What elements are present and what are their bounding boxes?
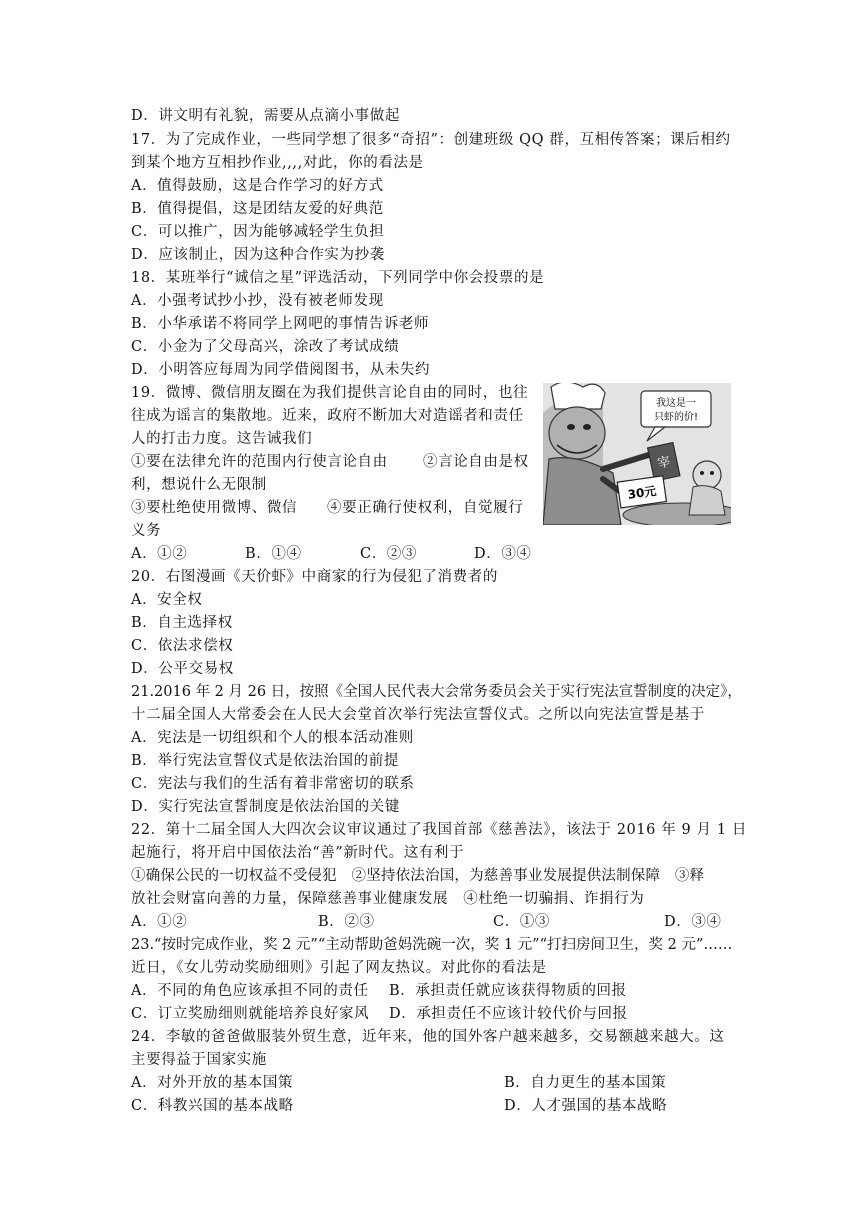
q21-stem-line-2: 十二届全国人大常委会在人民大会堂首次举行宪法宣誓仪式。之所以向宪法宣誓是基于 — [131, 707, 705, 723]
q19-option-c: C．②③ — [360, 546, 417, 562]
q22-items-line-2: 放社会财富向善的力量，保障慈善事业健康发展 ④杜绝一切骗捐、诈捐行为 — [131, 891, 645, 907]
q19-item-2: ②言论自由是权 — [423, 454, 529, 470]
q18-option-c: C．小金为了父母高兴，涂改了考试成绩 — [131, 339, 400, 355]
q19-item-2-continued: 利，想说什么无限制 — [131, 477, 267, 493]
q23-option-d: D．承担责任不应该计较代价与回报 — [389, 1006, 628, 1022]
q22-stem-line-2: 起施行，将开启中国依法治“善”新时代。这有利于 — [131, 845, 465, 861]
q18-stem: 18．某班举行“诚信之星”评选活动，下列同学中你会投票的是 — [131, 270, 545, 286]
q23-stem-line-2: 近日，《女儿劳动奖励细则》引起了网友热议。对此你的看法是 — [131, 960, 547, 976]
q21-option-d: D．实行宪法宣誓制度是依法治国的关键 — [131, 799, 400, 815]
q22-option-c: C．①③ — [493, 914, 550, 930]
q19-option-d: D．③④ — [474, 546, 532, 562]
q22-option-b: B．②③ — [318, 914, 375, 930]
q20-stem: 20．右图漫画《天价虾》中商家的行为侵犯了消费者的 — [131, 569, 498, 585]
q19-option-b: B．①④ — [245, 546, 302, 562]
q24-option-d: D．人才强国的基本战略 — [504, 1098, 668, 1114]
q22-stem-line-1: 22．第十二届全国人大四次会议审议通过了我国首部《慈善法》，该法于 2016 年 9 月 1 日 — [131, 822, 748, 838]
q24-option-b: B．自力更生的基本国策 — [504, 1075, 667, 1091]
cartoon-bubble-text-2: 只虾的价! — [653, 412, 699, 423]
cartoon-expensive-shrimp — [543, 383, 731, 525]
q23-option-a: A．不同的角色应该承担不同的责任 — [131, 983, 369, 999]
q17-option-a: A．值得鼓励，这是合作学习的好方式 — [131, 178, 384, 194]
q17-option-c: C．可以推广，因为能够减轻学生负担 — [131, 224, 385, 240]
q17-stem-line-1: 17．为了完成作业，一些同学想了很多“奇招”：创建班级 QQ 群，互相传答案；课后相约 — [131, 132, 731, 148]
cartoon-knife-tag: 宰 — [656, 454, 673, 472]
q24-option-a: A．对外开放的基本国策 — [131, 1075, 294, 1091]
q23-option-c: C．订立奖励细则就能培养良好家风 — [131, 1006, 370, 1022]
q20-option-a: A．安全权 — [131, 592, 203, 608]
q24-stem-line-2: 主要得益于国家实施 — [131, 1052, 267, 1068]
q19-stem-line-1: 19．微博、微信朋友圈在为我们提供言论自由的同时，也往 — [131, 385, 529, 401]
q24-stem-line-1: 24．李敏的爸爸做服装外贸生意，近年来，他的国外客户越来越多，交易额越来越大。这 — [131, 1029, 725, 1045]
q17-option-d: D．应该制止，因为这种合作实为抄袭 — [131, 247, 385, 263]
cartoon-price-card: 30元 — [626, 483, 658, 502]
q24-option-c: C．科教兴国的基本战略 — [131, 1098, 294, 1114]
cartoon-bubble-text-1: 我这是一 — [656, 398, 696, 409]
q16-option-d: D．讲文明有礼貌，需要从点滴小事做起 — [131, 108, 400, 124]
q21-option-b: B．举行宪法宣誓仪式是依法治国的前提 — [131, 753, 399, 769]
q20-option-c: C．依法求偿权 — [131, 638, 234, 654]
q20-option-d: D．公平交易权 — [131, 661, 234, 677]
q22-option-d: D．③④ — [664, 914, 722, 930]
q21-stem-line-1: 21.2016 年 2 月 26 日，按照《全国人民代表大会常务委员会关于实行宪法宣誓制度的决定》， — [131, 684, 742, 700]
q19-item-1: ①要在法律允许的范围内行使言论自由 — [131, 454, 388, 470]
q18-option-a: A．小强考试抄小抄，没有被老师发现 — [131, 293, 384, 309]
q22-items-line-1: ①确保公民的一切权益不受侵犯 ②坚持依法治国，为慈善事业发展提供法制保障 ③释 — [131, 868, 705, 884]
q19-item-4: ④要正确行使权利，自觉履行 — [327, 500, 524, 516]
q22-option-a: A．①② — [131, 914, 188, 930]
q17-stem-line-2: 到某个地方互相抄作业,,,,对此，你的看法是 — [131, 155, 424, 171]
q21-option-c: C．宪法与我们的生活有着非常密切的联系 — [131, 776, 415, 792]
q19-stem-line-3: 人的打击力度。这告诫我们 — [131, 431, 313, 447]
q23-stem-line-1: 23.“按时完成作业，奖 2 元”“主动帮助爸妈洗碗一次，奖 1 元”“打扫房间卫生，奖 2 元”…… — [131, 937, 733, 953]
q19-item-4-continued: 义务 — [131, 523, 162, 539]
q19-option-a: A．①② — [131, 546, 188, 562]
q20-option-b: B．自主选择权 — [131, 615, 233, 631]
q17-option-b: B．值得提倡，这是团结友爱的好典范 — [131, 201, 384, 217]
q23-option-b: B．承担责任就应该获得物质的回报 — [389, 983, 627, 999]
q18-option-d: D．小明答应每周为同学借阅图书，从未失约 — [131, 362, 431, 378]
q19-stem-line-2: 往成为谣言的集散地。近来，政府不断加大对造谣者和责任 — [131, 408, 524, 424]
q18-option-b: B．小华承诺不将同学上网吧的事情告诉老师 — [131, 316, 430, 332]
q21-option-a: A．宪法是一切组织和个人的根本活动准则 — [131, 730, 414, 746]
q19-item-3: ③要杜绝使用微博、微信 — [131, 500, 298, 516]
